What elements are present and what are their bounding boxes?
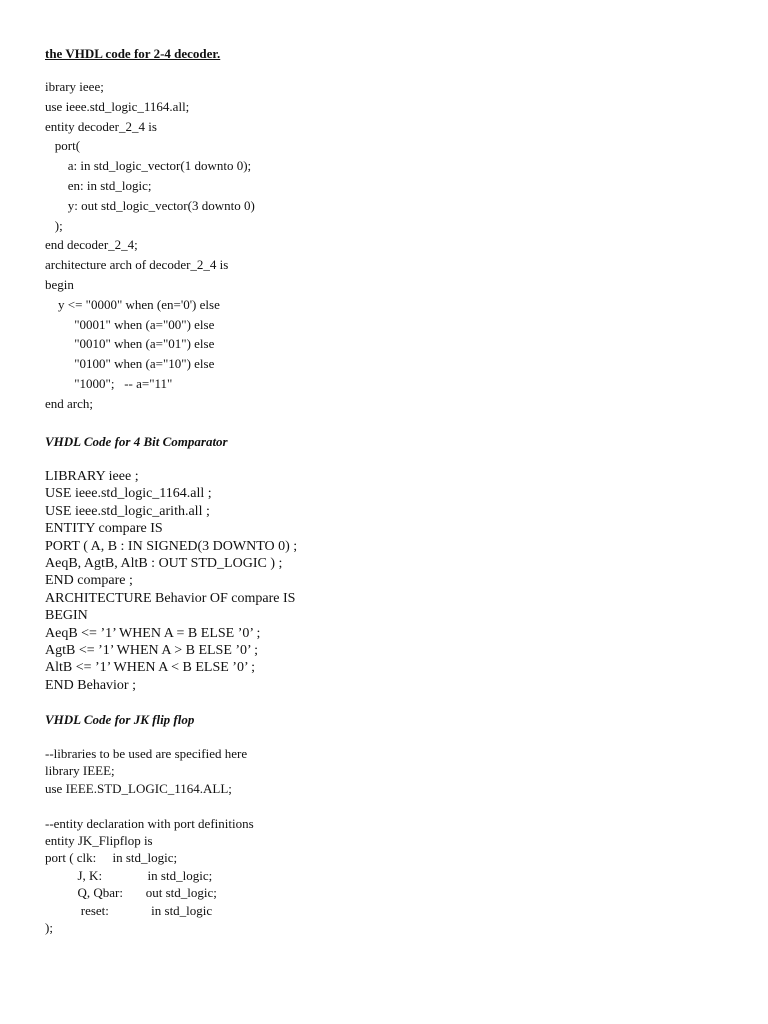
code-line: y <= "0000" when (en='0') else bbox=[45, 296, 220, 312]
code-line: PORT ( A, B : IN SIGNED(3 DOWNTO 0) ; bbox=[45, 538, 298, 554]
code-line: end arch; bbox=[45, 395, 94, 411]
code-line: --libraries to be used are specified here bbox=[45, 746, 248, 761]
section-heading-comparator: VHDL Code for 4 Bit Comparator bbox=[45, 434, 228, 449]
code-line: AltB <= ’1’ WHEN A < B ELSE ’0’ ; bbox=[45, 660, 255, 676]
code-line: entity JK_Flipflop is bbox=[45, 832, 153, 848]
code-line: AeqB <= ’1’ WHEN A = B ELSE ’0’ ; bbox=[45, 625, 261, 641]
code-line: LIBRARY ieee ; bbox=[45, 469, 139, 484]
section-heading-decoder: the VHDL code for 2-4 decoder. bbox=[45, 46, 221, 61]
code-line: a: in std_logic_vector(1 downto 0); bbox=[45, 158, 252, 174]
code-line: "0100" when (a="10") else bbox=[45, 356, 215, 372]
code-line: USE ieee.std_logic_1164.all ; bbox=[45, 486, 212, 502]
code-line: architecture arch of decoder_2_4 is bbox=[45, 257, 229, 273]
code-line: END Behavior ; bbox=[45, 677, 136, 693]
section-heading-jk-flipflop: VHDL Code for JK flip flop bbox=[45, 712, 195, 727]
code-line: end decoder_2_4; bbox=[45, 237, 138, 253]
code-line: ); bbox=[45, 919, 53, 935]
code-line: entity decoder_2_4 is bbox=[45, 118, 157, 134]
code-line: ARCHITECTURE Behavior OF compare IS bbox=[45, 590, 296, 606]
code-line: ENTITY compare IS bbox=[45, 521, 163, 537]
code-line-blank bbox=[45, 797, 254, 814]
code-line: begin bbox=[45, 276, 74, 292]
code-line: --entity declaration with port definitions bbox=[45, 815, 254, 831]
code-block-decoder bbox=[45, 77, 255, 414]
code-line: Q, Qbar: out std_logic; bbox=[45, 885, 217, 901]
code-line: reset: in std_logic bbox=[45, 902, 213, 918]
code-block-jk-flipflop bbox=[45, 745, 254, 936]
code-line: USE ieee.std_logic_arith.all ; bbox=[45, 503, 210, 519]
code-line: ibrary ieee; bbox=[45, 79, 104, 94]
code-block-comparator bbox=[45, 468, 297, 694]
code-line: ); bbox=[45, 217, 63, 233]
code-line: y: out std_logic_vector(3 downto 0) bbox=[45, 197, 255, 213]
code-line: en: in std_logic; bbox=[45, 177, 152, 193]
code-line: BEGIN bbox=[45, 608, 88, 624]
code-line: "0001" when (a="00") else bbox=[45, 316, 215, 332]
code-line: "0010" when (a="01") else bbox=[45, 336, 215, 352]
code-line: use IEEE.STD_LOGIC_1164.ALL; bbox=[45, 780, 232, 796]
code-line: use ieee.std_logic_1164.all; bbox=[45, 98, 190, 114]
code-line: "1000"; -- a="11" bbox=[45, 375, 173, 391]
code-line: library IEEE; bbox=[45, 763, 115, 779]
code-line: port( bbox=[45, 138, 81, 154]
code-line: J, K: in std_logic; bbox=[45, 867, 213, 883]
code-line: END compare ; bbox=[45, 573, 133, 589]
code-line: port ( clk: in std_logic; bbox=[45, 850, 178, 866]
code-line: AgtB <= ’1’ WHEN A > B ELSE ’0’ ; bbox=[45, 642, 259, 658]
code-line: AeqB, AgtB, AltB : OUT STD_LOGIC ) ; bbox=[45, 555, 283, 571]
